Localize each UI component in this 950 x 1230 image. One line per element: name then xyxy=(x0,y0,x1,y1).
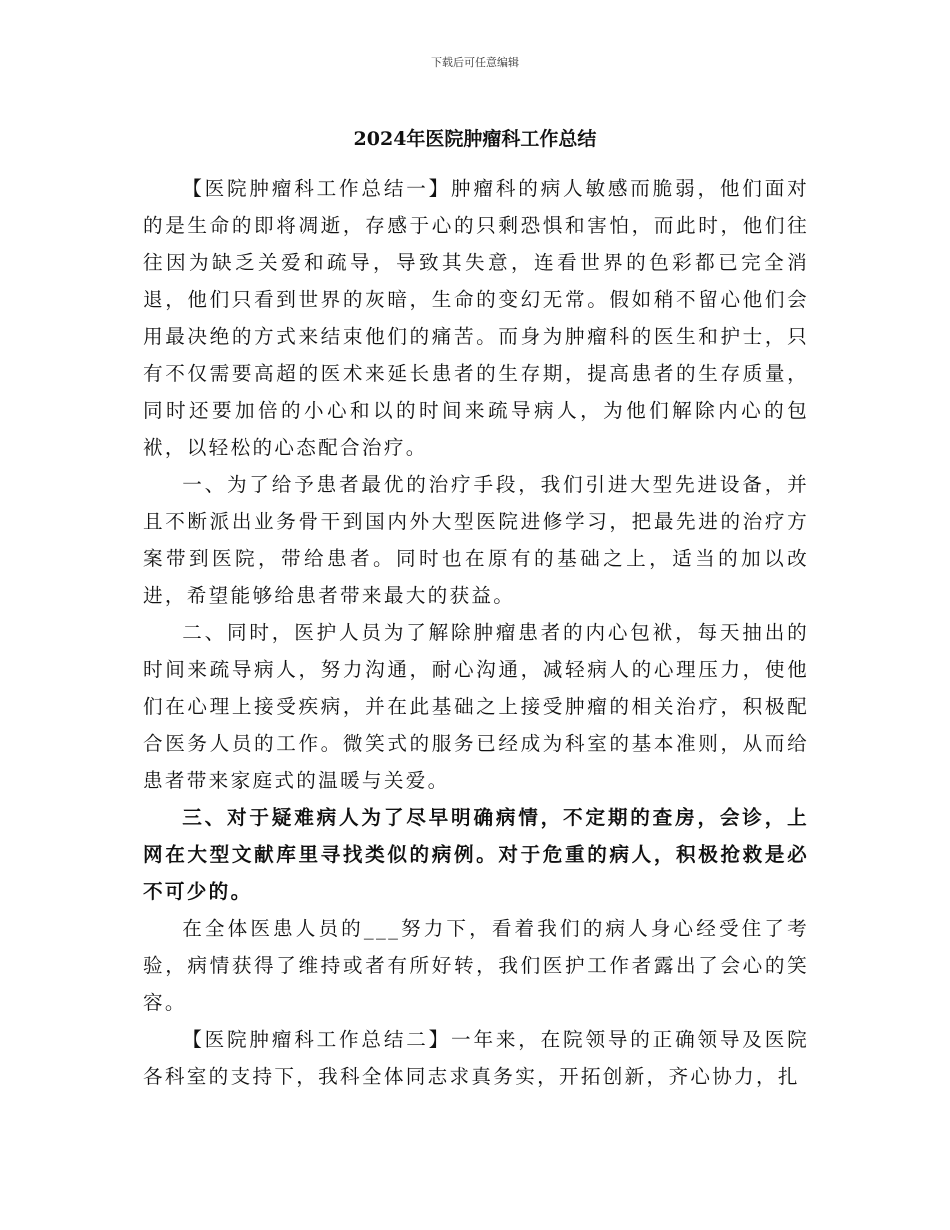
paragraph-point-three: 三、对于疑难病人为了尽早明确病情，不定期的查房，会诊，上网在大型文献库里寻找类似的病例。对于危重的病人，积极抢救是必不可少的。 xyxy=(143,806,809,903)
paragraph-point-one: 一、为了给予患者最优的治疗手段，我们引进大型先进设备，并且不断派出业务骨干到国内外大型医院进修学习，把最先进的治疗方案带到医院，带给患者。同时也在原有的基础之上，适当的加以改进，希望能够给患者带来最大的获益。 xyxy=(143,473,809,607)
paragraph-conclusion: 在全体医患人员的___努力下，看着我们的病人身心经受住了考验，病情获得了维持或者有所好转，我们医护工作者露出了会心的笑容。 xyxy=(143,917,809,1014)
paragraph-point-two: 二、同时，医护人员为了解除肿瘤患者的内心包袱，每天抽出的时间来疏导病人，努力沟通，耐心沟通，减轻病人的心理压力，使他们在心理上接受疾病，并在此基础之上接受肿瘤的相关治疗，积极配合医务人员的工作。微笑式的服务已经成为科室的基本准则，从而给患者带来家庭式的温暖与关爱。 xyxy=(143,621,809,792)
paragraph-summary-one-intro: 【医院肿瘤科工作总结一】肿瘤科的病人敏感而脆弱，他们面对的是生命的即将凋逝，存感于心的只剩恐惧和害怕，而此时，他们往往因为缺乏关爱和疏导，导致其失意，连看世界的色彩都已完全消退，他们只看到世界的灰暗，生命的变幻无常。假如稍不留心他们会用最决绝的方式来结束他们的痛苦。而身为肿瘤科的医生和护士，只有不仅需要高超的医术来延长患者的生存期，提高患者的生存质量，同时还要加倍的小心和以的时间来疏导病人，为他们解除内心的包袱，以轻松的心态配合治疗。 xyxy=(143,177,809,459)
header-note: 下载后可任意编辑 xyxy=(431,56,519,69)
document-title: 2024年医院肿瘤科工作总结 xyxy=(353,128,597,150)
document-body xyxy=(143,170,809,1095)
paragraph-summary-two-intro: 【医院肿瘤科工作总结二】一年来，在院领导的正确领导及医院各科室的支持下，我科全体同志求真务实，开拓创新，齐心协力，扎 xyxy=(143,1028,809,1088)
